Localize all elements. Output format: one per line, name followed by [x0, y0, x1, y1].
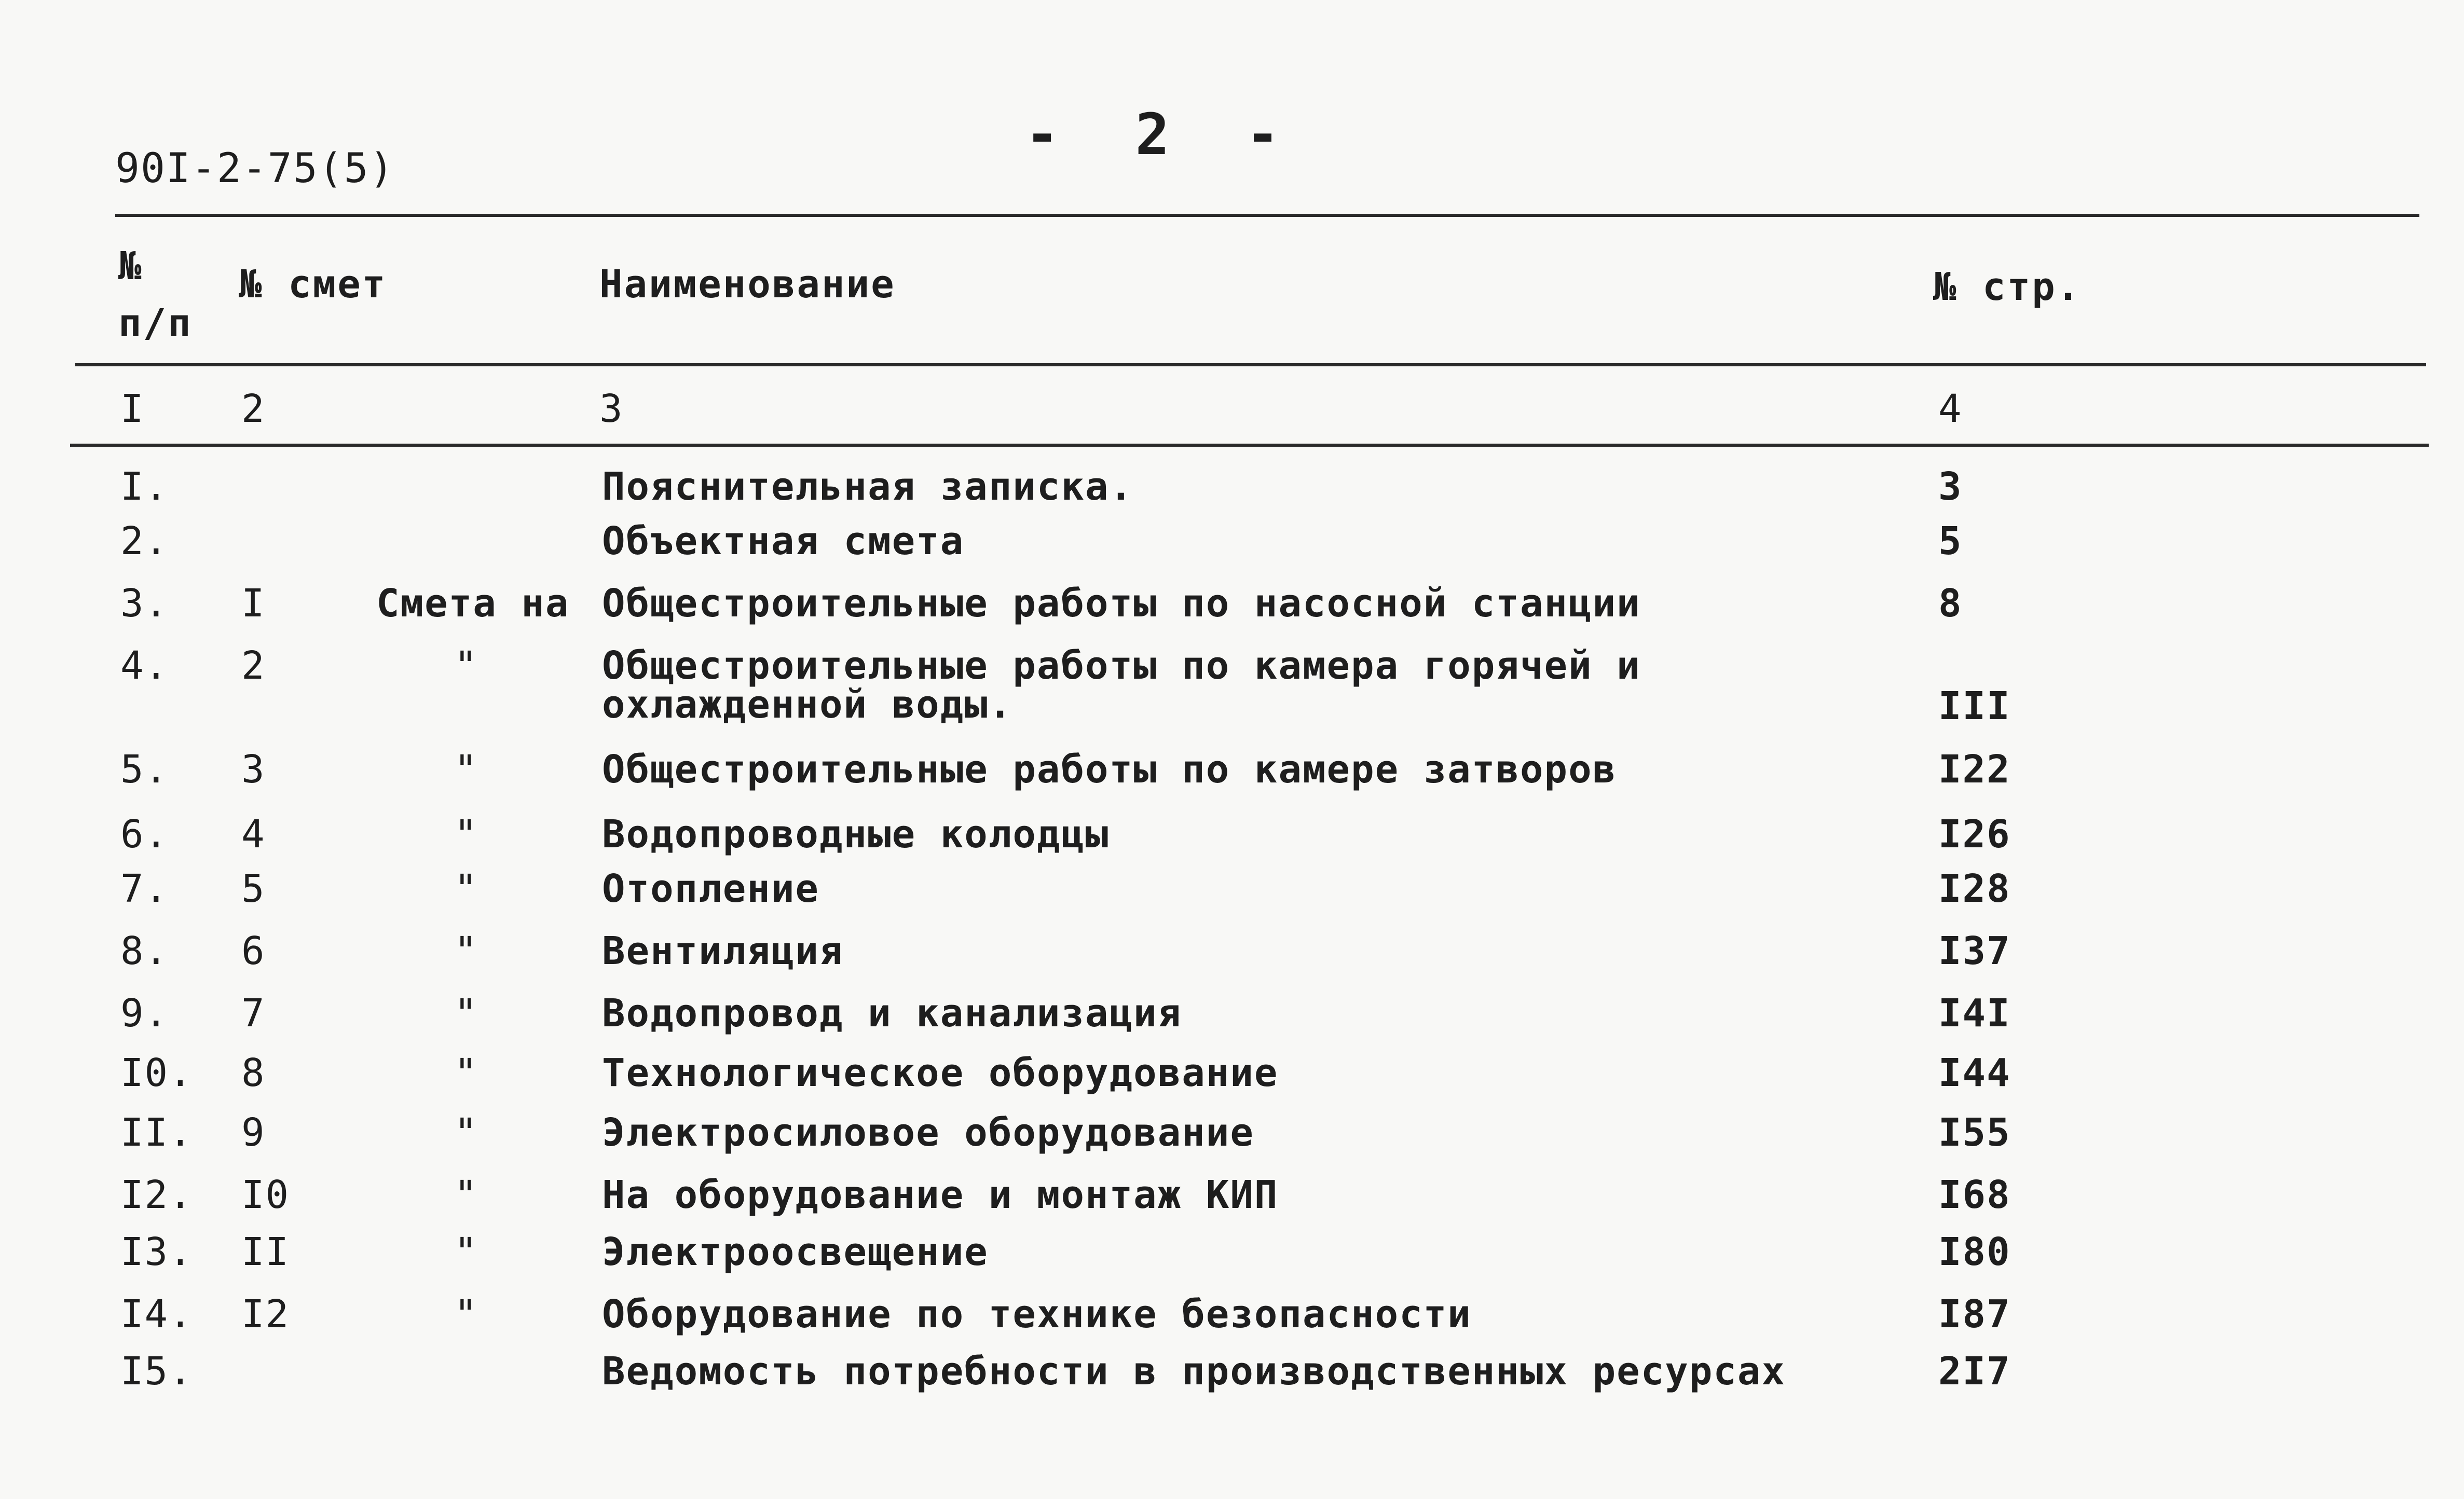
header-page: № стр. — [1933, 265, 2082, 309]
row-estimate: I — [241, 581, 266, 626]
row-name: На оборудование и монтаж КИП — [602, 1173, 1279, 1217]
row-number: I3. — [120, 1230, 193, 1274]
row-type: " — [454, 1110, 478, 1155]
top-rule — [115, 214, 2419, 217]
row-page: I68 — [1938, 1173, 2011, 1217]
header-npp-bottom: п/п — [118, 301, 193, 346]
row-page: III — [1938, 684, 2011, 728]
table-row — [0, 929, 2464, 988]
row-page: I28 — [1938, 867, 2011, 911]
row-page: I55 — [1938, 1110, 2011, 1155]
row-type: " — [454, 747, 478, 792]
row-name: Технологическое оборудование — [602, 1051, 1279, 1095]
table-row — [0, 1110, 2464, 1170]
table-row — [0, 581, 2464, 641]
row-page: I80 — [1938, 1230, 2011, 1274]
column-number-1: I — [120, 387, 145, 431]
column-number-2: 2 — [241, 387, 266, 431]
table-row — [0, 1173, 2464, 1232]
row-name: Отопление — [602, 867, 819, 911]
row-page: 2I7 — [1938, 1349, 2011, 1394]
row-name: Общестроительные работы по камера горячей и — [602, 643, 1641, 688]
row-estimate: II — [241, 1230, 290, 1274]
row-estimate: I0 — [241, 1173, 290, 1217]
row-number: 8. — [120, 929, 169, 973]
row-name: Объектная смета — [602, 519, 965, 563]
table-row — [0, 1292, 2464, 1352]
header-estimate-no: № смет — [239, 262, 387, 307]
row-type: " — [454, 812, 478, 857]
row-page: I26 — [1938, 812, 2011, 857]
header-rule — [75, 363, 2426, 366]
row-type: " — [454, 1173, 478, 1217]
row-name: Общестроительные работы по камере затворов — [602, 747, 1617, 792]
row-number: I5. — [120, 1349, 193, 1394]
row-page: I37 — [1938, 929, 2011, 973]
row-type: " — [454, 1230, 478, 1274]
row-estimate: 8 — [241, 1051, 266, 1095]
row-page: 5 — [1938, 519, 1963, 563]
row-page: I44 — [1938, 1051, 2011, 1095]
row-name: Электросиловое оборудование — [602, 1110, 1254, 1155]
row-estimate: 2 — [241, 643, 266, 688]
row-number: 7. — [120, 867, 169, 911]
row-type: " — [454, 643, 478, 688]
table-row — [0, 1349, 2464, 1409]
row-name-continuation: охлажденной воды. — [602, 682, 1013, 727]
table-row — [0, 991, 2464, 1051]
row-page: 3 — [1938, 464, 1963, 509]
row-name: Ведомость потребности в производственных ресурсах — [602, 1349, 1786, 1394]
row-number: 5. — [120, 747, 169, 792]
row-page: I87 — [1938, 1292, 2011, 1337]
row-number: 6. — [120, 812, 169, 857]
row-name: Вентиляция — [602, 929, 844, 973]
row-type: " — [454, 1051, 478, 1095]
header-npp-top: № — [118, 244, 143, 288]
row-number: II. — [120, 1110, 193, 1155]
row-number: I2. — [120, 1173, 193, 1217]
table-row — [0, 812, 2464, 872]
row-number: I0. — [120, 1051, 193, 1095]
row-estimate: 9 — [241, 1110, 266, 1155]
column-number-3: 3 — [599, 387, 624, 431]
row-name: Электроосвещение — [602, 1230, 989, 1274]
table-row — [0, 519, 2464, 579]
row-number: 9. — [120, 991, 169, 1036]
table-row — [0, 1051, 2464, 1110]
table-row — [0, 464, 2464, 524]
row-estimate: I2 — [241, 1292, 290, 1337]
row-estimate: 7 — [241, 991, 266, 1036]
row-name: Водопровод и канализация — [602, 991, 1182, 1036]
row-estimate: 4 — [241, 812, 266, 857]
row-type: " — [454, 991, 478, 1036]
row-page: I4I — [1938, 991, 2011, 1036]
table-row — [0, 747, 2464, 807]
table-row — [0, 867, 2464, 926]
row-name: Пояснительная записка. — [602, 464, 1134, 509]
row-type: " — [454, 929, 478, 973]
row-estimate: 6 — [241, 929, 266, 973]
table-row — [0, 1230, 2464, 1289]
column-number-rule — [70, 444, 2429, 447]
row-page: I22 — [1938, 747, 2011, 792]
row-name: Оборудование по технике безопасности — [602, 1292, 1472, 1337]
column-number-4: 4 — [1938, 387, 1963, 431]
row-name: Общестроительные работы по насосной станции — [602, 581, 1641, 626]
row-page: 8 — [1938, 581, 1963, 626]
row-number: 4. — [120, 643, 169, 688]
row-type: " — [454, 1292, 478, 1337]
row-number: I4. — [120, 1292, 193, 1337]
row-type: Смета на — [376, 581, 570, 626]
page-number: - 2 - — [1025, 101, 1301, 168]
document-code: 90I-2-75(5) — [115, 145, 395, 192]
row-number: I. — [120, 464, 169, 509]
row-estimate: 3 — [241, 747, 266, 792]
row-type: " — [454, 867, 478, 911]
table-row — [0, 643, 2464, 747]
row-estimate: 5 — [241, 867, 266, 911]
header-name: Наименование — [599, 262, 896, 307]
row-number: 2. — [120, 519, 169, 563]
row-name: Водопроводные колодцы — [602, 812, 1110, 857]
row-number: 3. — [120, 581, 169, 626]
